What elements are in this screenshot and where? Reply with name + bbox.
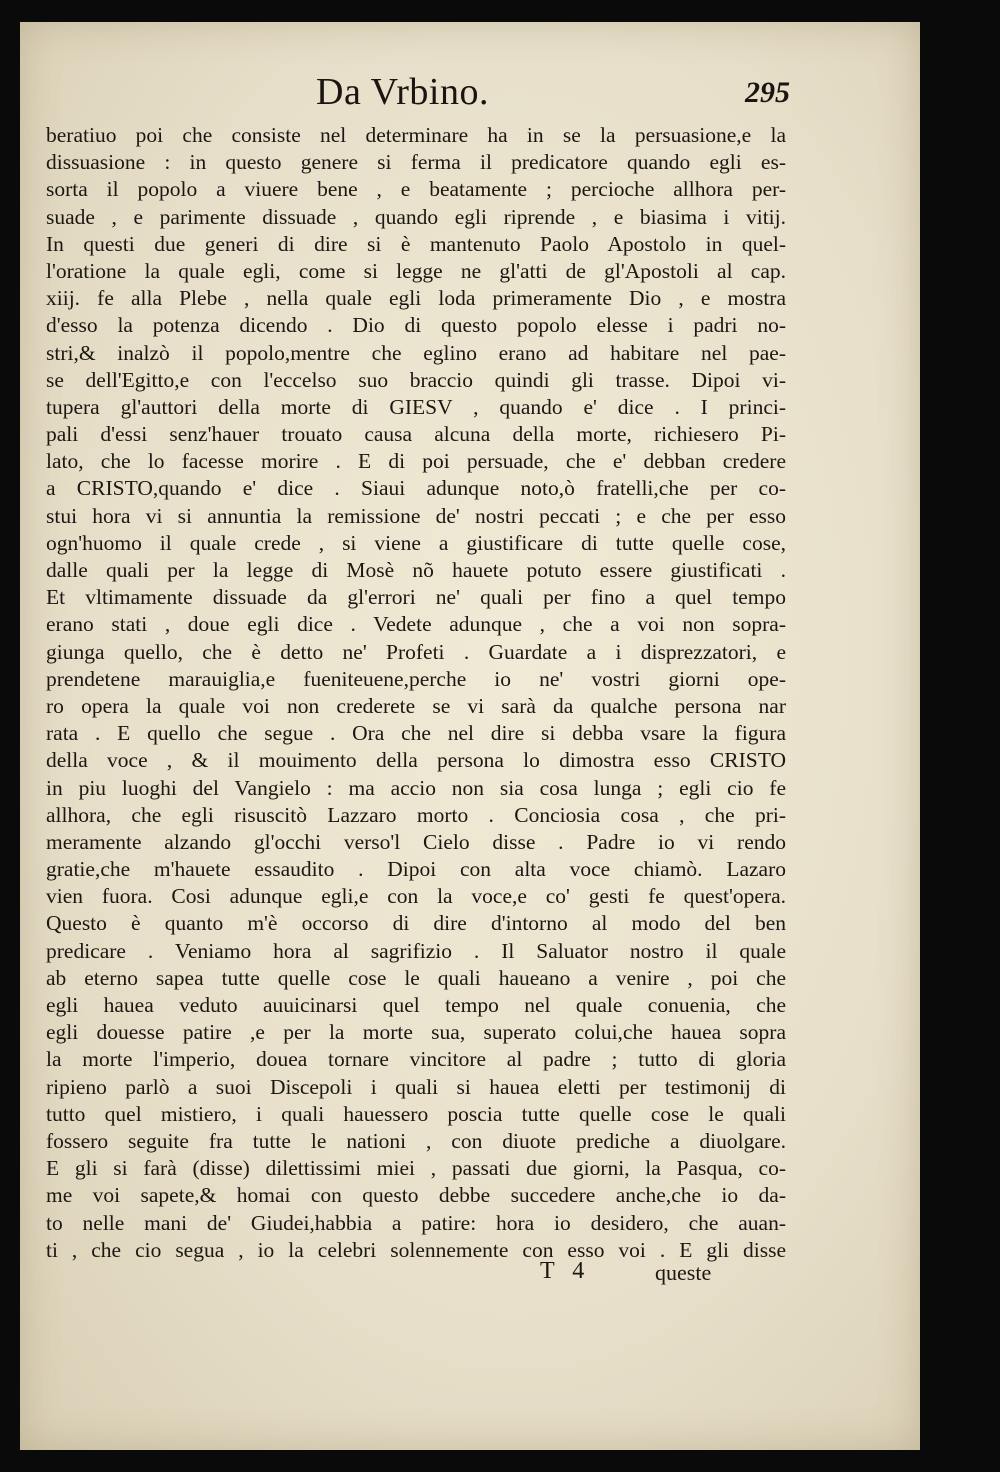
text-line: me voi sapete,& homai con questo debbe succedere anche,che io da- (46, 1183, 786, 1208)
text-line: d'esso la potenza dicendo . Dio di questo popolo elesse i padri no- (46, 313, 786, 338)
text-line: stui hora vi si annuntia la remissione de' nostri peccati ; e che per esso (46, 503, 786, 528)
text-line: tupera gl'auttori della morte di GIESV , quando e' dice . I princi- (46, 394, 786, 419)
text-line: della voce , & il mouimento della persona lo dimostra esso CRISTO (46, 748, 786, 773)
text-line: vien fuora. Cosi adunque egli,e con la voce,e co' gesti fe quest'opera. (46, 884, 786, 909)
text-line: to nelle mani de' Giudei,habbia a patire: hora io desidero, che auan- (46, 1210, 786, 1235)
text-line: beratiuo poi che consiste nel determinare ha in se la persuasione,e la (46, 123, 786, 147)
text-line: meramente alzando gl'occhi verso'l Cielo disse . Padre io vi rendo (46, 829, 786, 854)
text-line: xiij. fe alla Plebe , nella quale egli loda primeramente Dio , e mostra (46, 286, 786, 311)
text-line: fossero seguite fra tutte le nationi , con diuote prediche a diuolgare. (46, 1128, 786, 1153)
text-line: prendetene marauiglia,e fueniteuene,perche io ne' vostri giorni ope- (46, 666, 786, 691)
text-line: erano stati , doue egli dice . Vedete adunque , che a voi non sopra- (46, 612, 786, 637)
text-line: suade , e parimente dissuade , quando egli riprende , e biasima i vitij. (46, 204, 786, 229)
text-line: ti , che cio segua , io la celebri solennemente con esso voi . E gli disse (46, 1237, 786, 1262)
text-line: egli douesse patire ,e per la morte sua, superato colui,che hauea sopra (46, 1020, 786, 1045)
text-line: ogn'huomo il quale crede , si viene a giustificare di tutte quelle cose, (46, 530, 786, 555)
text-line: Et vltimamente dissuade da gl'errori ne' quali per fino a quel tempo (46, 585, 786, 610)
text-line: giunga quello, che è detto ne' Profeti . Guardate a i disprezzatori, e (46, 639, 786, 664)
page-footer (20, 1258, 920, 1294)
signature-mark: T 4 (540, 1258, 591, 1284)
running-head (20, 70, 920, 120)
text-line: ab eterno sapea tutte quelle cose le quali haueano a venire , poi che (46, 965, 786, 990)
text-line: dalle quali per la legge di Mosè nõ hauete potuto essere giustificati . (46, 558, 786, 582)
page-number: 295 (745, 76, 790, 109)
text-line: Questo è quanto m'è occorso di dire d'intorno al modo del ben (46, 911, 786, 936)
text-line: dissuasione : in questo genere si ferma il predicatore quando egli es- (46, 150, 786, 175)
text-line: lato, che lo facesse morire . E di poi persuade, che e' debban credere (46, 449, 786, 474)
text-line: stri,& inalzò il popolo,mentre che eglino erano ad habitare nel pae- (46, 340, 786, 365)
text-line: sorta il popolo a viuere bene , e beatamente ; percioche allhora per- (46, 177, 786, 202)
text-line: tutto quel mistiero, i quali hauessero poscia tutte quelle cose le quali (46, 1101, 786, 1126)
text-line: rata . E quello che segue . Ora che nel dire si debba vsare la figura (46, 721, 786, 746)
text-line: In questi due generi di dire si è mantenuto Paolo Apostolo in quel- (46, 231, 786, 256)
text-line: in piu luoghi del Vangielo : ma accio non sia cosa lunga ; egli cio fe (46, 775, 786, 800)
catchword: queste (655, 1260, 712, 1285)
text-line: predicare . Veniamo hora al sagrifizio . Il Saluator nostro il quale (46, 938, 786, 963)
text-line: egli hauea veduto auuicinarsi quel tempo nel quale conuenia, che (46, 993, 786, 1017)
running-title: Da Vrbino. (316, 71, 489, 113)
body-text (46, 122, 786, 1264)
text-line: a CRISTO,quando e' dice . Siaui adunque noto,ò fratelli,che per co- (46, 476, 786, 501)
book-page (20, 22, 920, 1450)
text-line: allhora, che egli risuscitò Lazzaro morto . Conciosia cosa , che pri- (46, 802, 786, 827)
text-line: pali d'essi senz'hauer trouato causa alcuna della morte, richiesero Pi- (46, 422, 786, 447)
text-line: ripieno parlò a suoi Discepoli i quali si hauea eletti per testimonij di (46, 1074, 786, 1099)
text-line: la morte l'imperio, douea tornare vincitore al padre ; tutto di gloria (46, 1047, 786, 1072)
text-line: ro opera la quale voi non crederete se vi sarà da qualche persona nar (46, 693, 786, 718)
text-line: l'oratione la quale egli, come si legge ne gl'atti de gl'Apostoli al cap. (46, 258, 786, 283)
text-line: gratie,che m'hauete essaudito . Dipoi con alta voce chiamò. Lazaro (46, 857, 786, 882)
text-line: E gli si farà (disse) dilettissimi miei , passati due giorni, la Pasqua, co- (46, 1156, 786, 1181)
text-line: se dell'Egitto,e con l'eccelso suo braccio quindi gli trasse. Dipoi vi- (46, 367, 786, 392)
